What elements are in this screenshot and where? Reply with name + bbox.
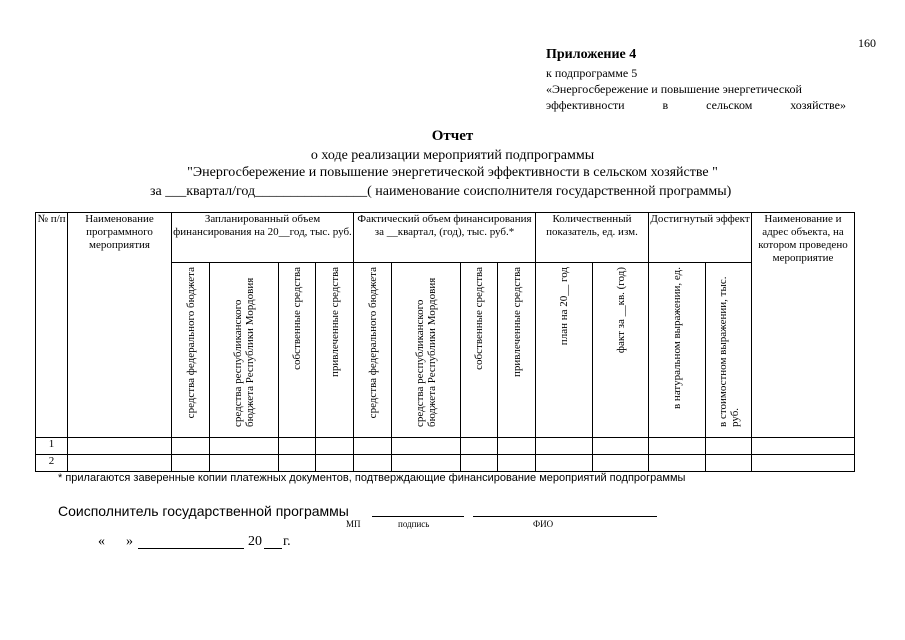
subheader-actual-attracted: привлеченные средства (498, 263, 536, 438)
page-number: 160 (858, 36, 876, 50)
appendix-word: в (662, 98, 669, 112)
date-year-prefix: 20 (248, 534, 262, 549)
subheader-planned-attracted: привлеченные средства (316, 263, 354, 438)
subheader-plan: план на 20__ год (536, 263, 593, 438)
table-row (36, 438, 855, 455)
appendix-line-3 (546, 98, 846, 113)
subheader-natural: в натуральном выражении, ед. (649, 263, 706, 438)
name-line (473, 516, 657, 517)
date-day-month-line (138, 548, 244, 549)
subheader-actual-federal: средства федерального бюджета (354, 263, 392, 438)
name-caption: ФИО (533, 519, 554, 529)
signer-label: Соисполнитель государственной программы (58, 503, 349, 519)
date-close-quote: » (126, 534, 133, 549)
row-number: 1 (36, 438, 68, 455)
appendix-title: Приложение 4 (546, 47, 637, 62)
header-object: Наименование и адрес объекта, на котором проведено мероприятие (752, 213, 855, 438)
footnote: * прилагаются заверенные копии платежных документов, подтверждающие финансирование мероприятий подпрограммы (58, 472, 686, 484)
subheader-actual-republic: средства республиканского бюджета Республики Мордовия (392, 263, 461, 438)
date-year-line (264, 548, 282, 549)
appendix-line-2: «Энергосбережение и повышение энергетической (546, 82, 802, 96)
date-open-quote: « (98, 534, 105, 549)
subheader-actual-own: собственные средства (461, 263, 498, 438)
appendix-line-1: к подпрограмме 5 (546, 66, 638, 80)
appendix-word: эффективности (546, 98, 625, 112)
report-period-line: за ___квартал/год________________( наименование соисполнителя государственной программы) (150, 184, 732, 199)
header-num: № п/п (36, 213, 68, 438)
report-table (35, 212, 855, 472)
header-effect: Достигнутый эффект (649, 213, 752, 263)
subheader-planned-federal: средства федерального бюджета (172, 263, 210, 438)
subheader-planned-republic: средства республиканского бюджета Республики Мордовия (210, 263, 279, 438)
appendix-word: сельском (706, 98, 753, 112)
signature-caption: подпись (398, 519, 430, 529)
subheader-cost: в стоимостном выражении, тыс. руб. (706, 263, 752, 438)
row-number: 2 (36, 455, 68, 472)
mp-label: МП (346, 519, 361, 529)
header-planned: Запланированный объем финансирования на 20__год, тыс. руб. (172, 213, 354, 263)
subheader-fact: факт за __кв. (год) (593, 263, 649, 438)
subheader-planned-own: собственные средства (279, 263, 316, 438)
report-subtitle-1: о ходе реализации мероприятий подпрограммы (310, 148, 595, 163)
report-title: Отчет (431, 128, 474, 144)
report-subtitle-2: "Энергосбережение и повышение энергетической эффективности в сельском хозяйстве " (187, 165, 718, 180)
table-row (36, 455, 855, 472)
header-actual: Фактический объем финансирования за __квартал, (год), тыс. руб.* (354, 213, 536, 263)
header-name: Наименование программного мероприятия (68, 213, 172, 438)
header-quantity: Количественный показатель, ед. изм. (536, 213, 649, 263)
date-year-suffix: г. (283, 534, 291, 549)
signature-line (372, 516, 464, 517)
appendix-word: хозяйстве» (790, 98, 846, 112)
